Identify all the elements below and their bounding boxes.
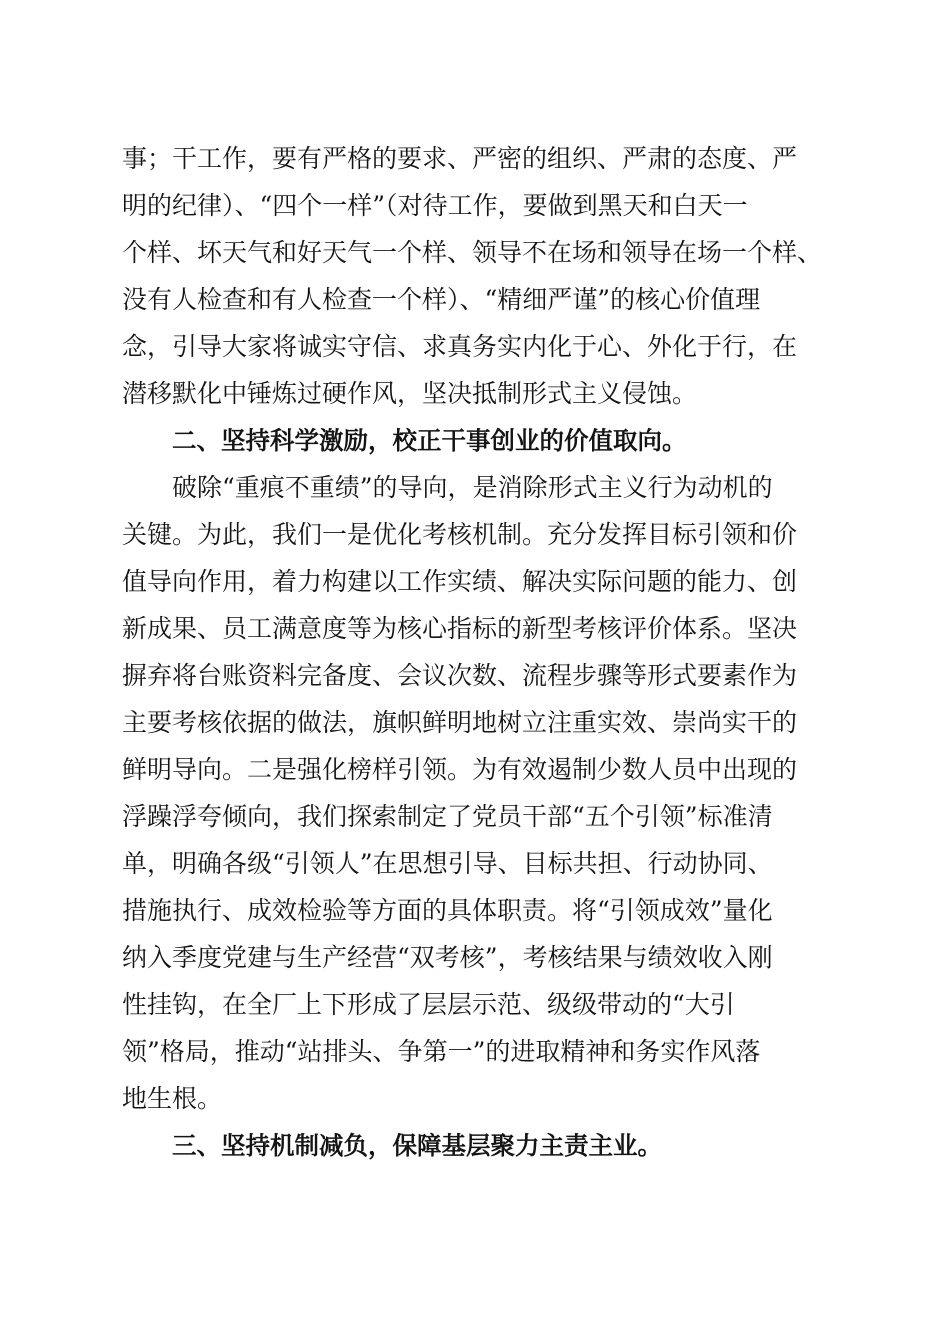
text-line [0, 747, 950, 793]
line-text: 没有人检查和有人检查一个样）、“精细严谨”的核心价值理 [122, 285, 761, 314]
text-line [0, 1076, 950, 1122]
section-heading [0, 418, 950, 464]
text-line [0, 653, 950, 699]
line-text: 措施执行、成效检验等方面的具体职责。将“引领成效”量化 [122, 896, 773, 925]
text-line [0, 230, 950, 276]
line-text: 潜移默化中锤炼过硬作风，坚决抵制形式主义侵蚀。 [122, 379, 698, 408]
text-line [0, 982, 950, 1028]
line-text: 值导向作用，着力构建以工作实绩、解决实际问题的能力、创 [122, 567, 798, 596]
line-text: 个样、坏天气和好天气一个样、领导不在场和领导在场一个样、 [122, 238, 823, 267]
line-text: 明的纪律）、“四个一样”（对待工作，要做到黑天和白天一 [122, 191, 748, 220]
line-text: 摒弃将台账资料完备度、会议次数、流程步骤等形式要素作为 [122, 661, 798, 690]
text-line [0, 935, 950, 981]
text-line [0, 136, 950, 182]
heading-text: 二、坚持科学激励，校正干事创业的价值取向。 [172, 426, 687, 455]
line-text: 新成果、员工满意度等为核心指标的新型考核评价体系。坚决 [122, 614, 798, 643]
line-text: 关键。为此，我们一是优化考核机制。充分发挥目标引领和价 [122, 520, 798, 549]
text-line [0, 183, 950, 229]
line-text: 鲜明导向。二是强化榜样引领。为有效遏制少数人员中出现的 [122, 755, 798, 784]
heading-text: 三、坚持机制减负，保障基层聚力主责主业。 [172, 1131, 662, 1160]
line-text: 事；干工作，要有严格的要求、严密的组织、严肃的态度、严 [122, 144, 798, 173]
text-line [0, 371, 950, 417]
line-text: 主要考核依据的做法，旗帜鲜明地树立注重实效、崇尚实干的 [122, 708, 798, 737]
text-line [0, 606, 950, 652]
section-heading [0, 1123, 950, 1169]
text-line [0, 324, 950, 370]
text-line [0, 512, 950, 558]
line-text: 纳入季度党建与生产经营“双考核”，考核结果与绩效收入刚 [122, 943, 773, 972]
text-line [0, 277, 950, 323]
text-line [0, 465, 950, 511]
line-text: 单，明确各级“引领人”在思想引导、目标共担、行动协同、 [122, 849, 773, 878]
text-line [0, 794, 950, 840]
line-text: 念，引导大家将诚实守信、求真务实内化于心、外化于行，在 [122, 332, 798, 361]
text-line [0, 1029, 950, 1075]
line-text: 地生根。 [122, 1084, 223, 1113]
text-line [0, 559, 950, 605]
line-text: 领”格局，推动“站排头、争第一”的进取精神和务实作风落 [122, 1037, 761, 1066]
text-line [0, 888, 950, 934]
text-line [0, 700, 950, 746]
line-text: 性挂钩，在全厂上下形成了层层示范、级级带动的“大引 [122, 990, 735, 1019]
text-line [0, 841, 950, 887]
line-text: 浮躁浮夸倾向，我们探索制定了党员干部“五个引领”标准清 [122, 802, 773, 831]
line-text: 破除“重痕不重绩”的导向，是消除形式主义行为动机的 [172, 473, 773, 502]
